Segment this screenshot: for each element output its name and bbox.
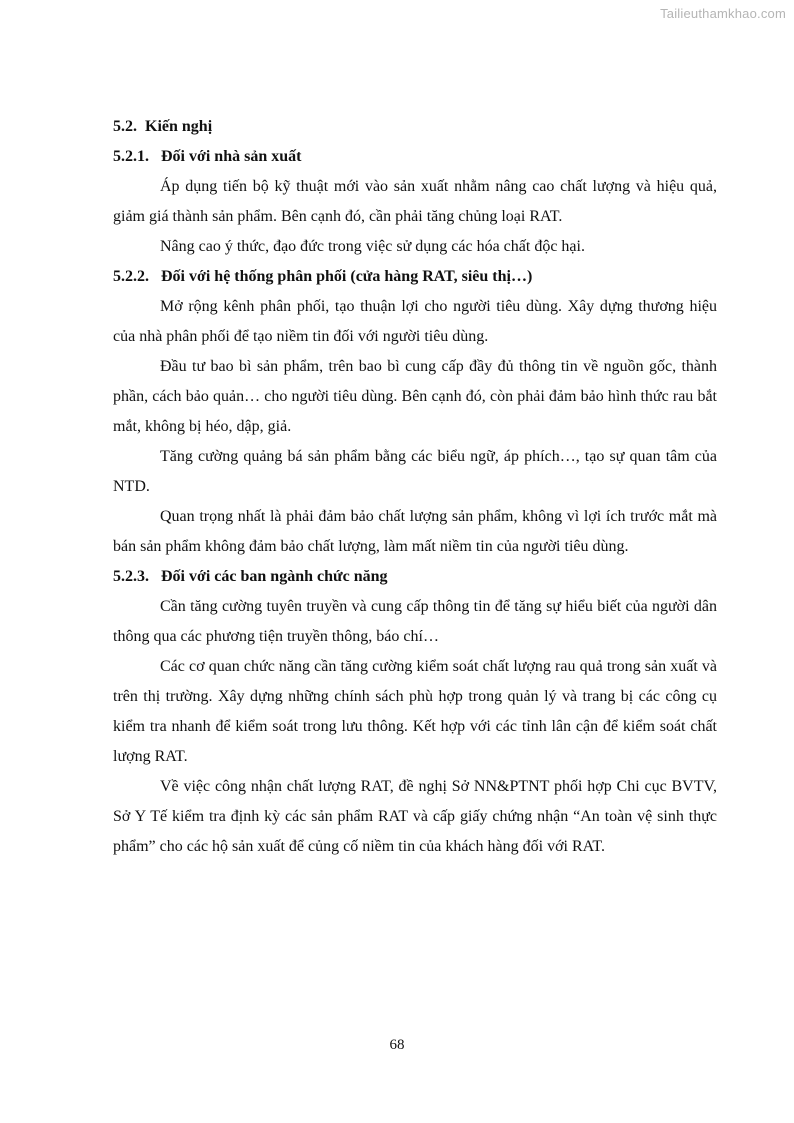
subsection-title: Đối với hệ thống phân phối (cửa hàng RAT, siêu thị…) bbox=[161, 268, 533, 285]
subsection-number: 5.2.1. bbox=[113, 148, 149, 165]
document-body bbox=[113, 112, 717, 862]
paragraph: Cần tăng cường tuyên truyền và cung cấp thông tin để tăng sự hiểu biết của người dân thông qua các phương tiện truyền thông, báo chí… bbox=[113, 598, 717, 645]
subsection-heading-5-2-3 bbox=[113, 562, 717, 592]
paragraph: Nâng cao ý thức, đạo đức trong việc sử dụng các hóa chất độc hại. bbox=[160, 238, 585, 255]
paragraph: Quan trọng nhất là phải đảm bảo chất lượng sản phẩm, không vì lợi ích trước mắt mà bán sản phẩm không đảm bảo chất lượng, làm mất niềm tin của người tiêu dùng. bbox=[113, 508, 717, 555]
page-number: 68 bbox=[389, 1037, 405, 1053]
paragraph: Áp dụng tiến bộ kỹ thuật mới vào sản xuất nhằm nâng cao chất lượng và hiệu quả, giảm giá thành sản phẩm. Bên cạnh đó, cần phải tăng chủng loại RAT. bbox=[113, 178, 717, 225]
paragraph: Mở rộng kênh phân phối, tạo thuận lợi cho người tiêu dùng. Xây dựng thương hiệu của nhà phân phối để tạo niềm tin đối với người tiêu dùng. bbox=[113, 298, 717, 345]
watermark: Tailieuthamkhao.com bbox=[660, 6, 786, 21]
subsection-number: 5.2.3. bbox=[113, 568, 149, 585]
paragraph: Về việc công nhận chất lượng RAT, đề nghị Sở NN&PTNT phối hợp Chi cục BVTV, Sở Y Tế kiểm tra định kỳ các sản phẩm RAT và cấp giấy chứng nhận “An toàn vệ sinh thực phẩm” cho các hộ sản xuất để củng cố niềm tin của khách hàng đối với RAT. bbox=[113, 778, 717, 855]
subsection-heading-5-2-1 bbox=[113, 142, 717, 172]
section-number: 5.2. bbox=[113, 118, 137, 135]
section-heading bbox=[113, 112, 717, 142]
paragraph: Các cơ quan chức năng cần tăng cường kiểm soát chất lượng rau quả trong sản xuất và trên thị trường. Xây dựng những chính sách phù hợp trong quản lý và trang bị các công cụ kiểm tra nhanh để kiểm soát trong lưu thông. Kết hợp với các tỉnh lân cận để kiểm soát chất lượng RAT. bbox=[113, 658, 717, 765]
section-title: Kiến nghị bbox=[145, 118, 213, 135]
subsection-title: Đối với các ban ngành chức năng bbox=[161, 568, 388, 585]
paragraph: Đầu tư bao bì sản phẩm, trên bao bì cung cấp đầy đủ thông tin về nguồn gốc, thành phần, cách bảo quản… cho người tiêu dùng. Bên cạnh đó, còn phải đảm bảo hình thức rau bắt mắt, không bị héo, dập, giả. bbox=[113, 358, 717, 435]
subsection-number: 5.2.2. bbox=[113, 268, 149, 285]
subsection-title: Đối với nhà sản xuất bbox=[161, 148, 302, 165]
paragraph: Tăng cường quảng bá sản phẩm bằng các biểu ngữ, áp phích…, tạo sự quan tâm của NTD. bbox=[113, 448, 717, 495]
subsection-heading-5-2-2 bbox=[113, 262, 717, 292]
